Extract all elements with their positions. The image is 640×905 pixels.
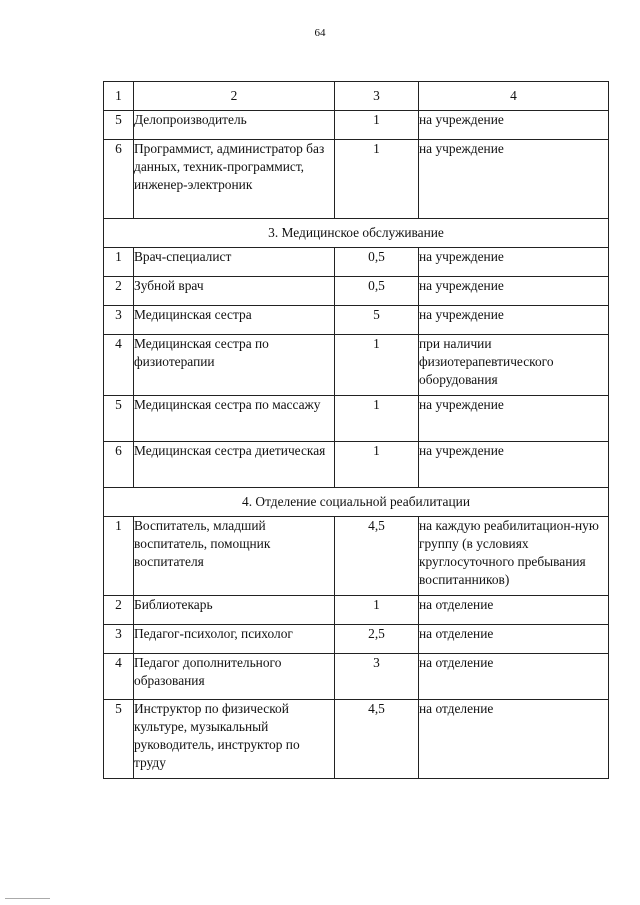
section-header-row (104, 488, 609, 517)
row-number: 3 (104, 306, 134, 335)
section-title: 3. Медицинское обслуживание (104, 219, 609, 248)
row-number: 6 (104, 140, 134, 219)
staffing-table (103, 81, 609, 779)
position-name: Медицинская сестра по физиотерапии (134, 335, 335, 396)
row-number: 6 (104, 442, 134, 488)
table-row (104, 625, 609, 654)
position-name: Инструктор по физической культуре, музыкальный руководитель, инструктор по труду (134, 700, 335, 779)
footer-divider (5, 898, 50, 899)
staff-quantity: 1 (335, 596, 419, 625)
table-row (104, 654, 609, 700)
row-number: 1 (104, 517, 134, 596)
row-number: 5 (104, 700, 134, 779)
staff-quantity: 1 (335, 111, 419, 140)
table-row (104, 517, 609, 596)
position-name: Медицинская сестра по массажу (134, 396, 335, 442)
table-row (104, 700, 609, 779)
position-name: Зубной врач (134, 277, 335, 306)
allocation-note: на отделение (419, 654, 609, 700)
header-col-1: 1 (104, 82, 134, 111)
table-row (104, 111, 609, 140)
position-name: Библиотекарь (134, 596, 335, 625)
allocation-note: на отделение (419, 596, 609, 625)
row-number: 4 (104, 654, 134, 700)
staff-quantity: 3 (335, 654, 419, 700)
position-name: Программист, администратор баз данных, техник-программист, инженер-электроник (134, 140, 335, 219)
header-col-4: 4 (419, 82, 609, 111)
staff-quantity: 1 (335, 442, 419, 488)
staff-quantity: 4,5 (335, 700, 419, 779)
allocation-note: на учреждение (419, 442, 609, 488)
allocation-note: на учреждение (419, 396, 609, 442)
table-row (104, 442, 609, 488)
header-col-2: 2 (134, 82, 335, 111)
position-name: Педагог-психолог, психолог (134, 625, 335, 654)
allocation-note: на каждую реабилитацион-ную группу (в условиях круглосуточного пребывания воспитанников) (419, 517, 609, 596)
position-name: Медицинская сестра диетическая (134, 442, 335, 488)
table-row (104, 396, 609, 442)
staff-quantity: 5 (335, 306, 419, 335)
allocation-note: на отделение (419, 700, 609, 779)
allocation-note: на учреждение (419, 248, 609, 277)
table-row (104, 335, 609, 396)
position-name: Врач-специалист (134, 248, 335, 277)
allocation-note: на учреждение (419, 140, 609, 219)
table-row (104, 306, 609, 335)
row-number: 5 (104, 396, 134, 442)
allocation-note: при наличии физиотерапевтического оборудования (419, 335, 609, 396)
page-number: 64 (314, 27, 326, 39)
position-name: Делопроизводитель (134, 111, 335, 140)
staff-quantity: 2,5 (335, 625, 419, 654)
allocation-note: на учреждение (419, 306, 609, 335)
staff-quantity: 0,5 (335, 248, 419, 277)
position-name: Педагог дополнительного образования (134, 654, 335, 700)
position-name: Воспитатель, младший воспитатель, помощник воспитателя (134, 517, 335, 596)
allocation-note: на учреждение (419, 111, 609, 140)
allocation-note: на отделение (419, 625, 609, 654)
table-row (104, 277, 609, 306)
staff-quantity: 1 (335, 396, 419, 442)
staff-quantity: 1 (335, 335, 419, 396)
row-number: 2 (104, 596, 134, 625)
section-title: 4. Отделение социальной реабилитации (104, 488, 609, 517)
table-header-row (104, 82, 609, 111)
row-number: 4 (104, 335, 134, 396)
row-number: 1 (104, 248, 134, 277)
staff-quantity: 4,5 (335, 517, 419, 596)
position-name: Медицинская сестра (134, 306, 335, 335)
header-col-3: 3 (335, 82, 419, 111)
section-header-row (104, 219, 609, 248)
table-row (104, 248, 609, 277)
staff-quantity: 0,5 (335, 277, 419, 306)
row-number: 3 (104, 625, 134, 654)
table-row (104, 140, 609, 219)
table-row (104, 596, 609, 625)
row-number: 2 (104, 277, 134, 306)
row-number: 5 (104, 111, 134, 140)
allocation-note: на учреждение (419, 277, 609, 306)
staff-quantity: 1 (335, 140, 419, 219)
